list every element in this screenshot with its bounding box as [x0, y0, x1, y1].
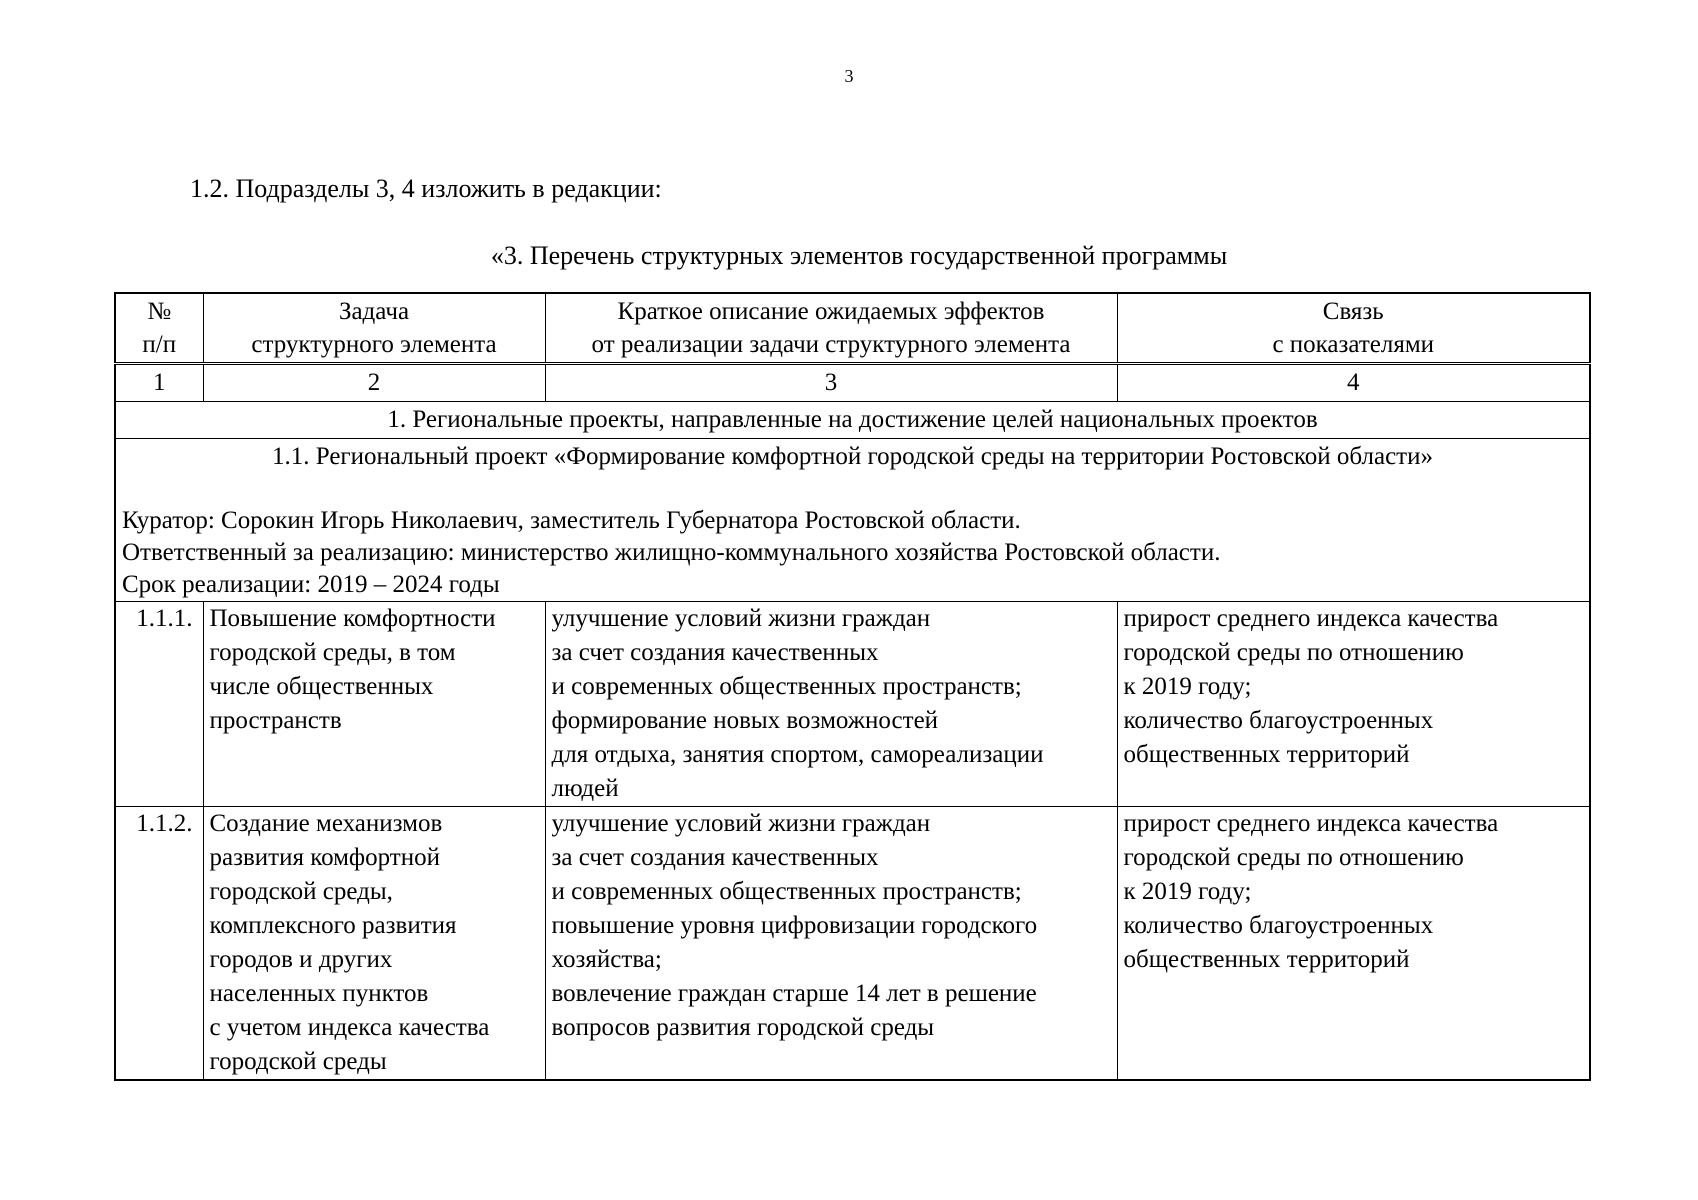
table-row — [115, 602, 1590, 807]
row-task-line: городской среды, в том — [209, 639, 456, 666]
header-indicators-line1: Связь — [1322, 298, 1384, 325]
row-task — [203, 807, 545, 1081]
header-task-cell — [203, 293, 545, 364]
header-number-cell — [115, 293, 203, 364]
row-effects-line: вовлечение граждан старше 14 лет в решение — [551, 980, 1037, 1007]
row-effects-line: повышение уровня цифровизации городского — [551, 912, 1038, 939]
column-number-2: 2 — [203, 364, 545, 402]
project-curator: Куратор: Сорокин Игорь Николаевич, заместитель Губернатора Ростовской области. — [122, 507, 1021, 534]
table-header-row — [115, 293, 1590, 364]
row-effects-line: улучшение условий жизни граждан — [551, 605, 931, 632]
project-title: 1.1. Региональный проект «Формирование комфортной городской среды на территории Ростовской области» — [272, 443, 1433, 470]
row-indicators-line: количество благоустроенных — [1123, 707, 1434, 734]
row-indicators-line: количество благоустроенных — [1123, 912, 1434, 939]
row-effects-line: за счет создания качественных — [551, 844, 879, 871]
project-cell — [115, 439, 1590, 602]
row-task-line: развития комфортной — [209, 844, 440, 871]
row-effects-line: для отдыха, занятия спортом, самореализации — [551, 741, 1044, 768]
project-term: Срок реализации: 2019 – 2024 годы — [122, 571, 500, 598]
column-number-1: 1 — [115, 364, 203, 402]
row-effects-line: улучшение условий жизни граждан — [551, 810, 931, 837]
row-effects — [545, 807, 1117, 1081]
row-indicators-line: общественных территорий — [1123, 741, 1410, 768]
row-effects — [545, 602, 1117, 807]
row-number: 1.1.2. — [115, 807, 203, 1081]
row-indicators-line: городской среды по отношению — [1123, 639, 1464, 666]
row-indicators — [1117, 807, 1590, 1081]
column-number-4: 4 — [1117, 364, 1590, 402]
row-task-line: городов и других — [209, 946, 393, 973]
header-indicators-line2: с показателями — [1272, 331, 1435, 358]
row-task-line: с учетом индекса качества — [209, 1014, 490, 1041]
row-task-line: пространств — [209, 707, 342, 734]
header-indicators-cell — [1117, 293, 1590, 364]
row-effects-line: людей — [551, 775, 619, 802]
section-row — [115, 402, 1590, 439]
header-task-line2: структурного элемента — [251, 331, 497, 358]
row-indicators-line: к 2019 году; — [1123, 673, 1252, 700]
structural-elements-table — [114, 292, 1591, 1081]
header-effects-line2: от реализации задачи структурного элемента — [591, 331, 1071, 358]
row-task-line: комплексного развития — [209, 912, 457, 939]
row-effects-line: за счет создания качественных — [551, 639, 879, 666]
header-task-line1: Задача — [338, 298, 410, 325]
section-title: «3. Перечень структурных элементов государственной программы — [490, 241, 1228, 270]
row-effects-line: и современных общественных пространств; — [551, 673, 1022, 700]
row-indicators — [1117, 602, 1590, 807]
row-effects-line: формирование новых возможностей — [551, 707, 939, 734]
row-effects-line: вопросов развития городской среды — [551, 1014, 935, 1041]
row-indicators-line: общественных территорий — [1123, 946, 1410, 973]
row-task-line: населенных пунктов — [209, 980, 429, 1007]
row-indicators-line: прирост среднего индекса качества — [1123, 810, 1499, 837]
row-task-line: числе общественных — [209, 673, 434, 700]
project-spacer — [122, 473, 1583, 505]
row-number: 1.1.1. — [115, 602, 203, 807]
table-row — [115, 807, 1590, 1081]
header-number-line2: п/п — [142, 331, 177, 358]
header-effects-line1: Краткое описание ожидаемых эффектов — [617, 298, 1045, 325]
project-responsible: Ответственный за реализацию: министерство жилищно-коммунального хозяйства Ростовской области. — [122, 539, 1221, 566]
intro-text: 1.2. Подразделы 3, 4 изложить в редакции: — [190, 174, 662, 203]
row-task — [203, 602, 545, 807]
row-effects-line: хозяйства; — [551, 946, 662, 973]
column-number-3: 3 — [545, 364, 1117, 402]
row-task-line: городской среды — [209, 1048, 387, 1075]
header-number-line1: № — [147, 298, 172, 325]
section-row-text: 1. Региональные проекты, направленные на достижение целей национальных проектов — [115, 402, 1590, 439]
column-numbers-row — [115, 364, 1590, 402]
row-indicators-line: к 2019 году; — [1123, 878, 1252, 905]
row-task-line: Повышение комфортности — [209, 605, 496, 632]
header-effects-cell — [545, 293, 1117, 364]
row-indicators-line: городской среды по отношению — [1123, 844, 1464, 871]
row-indicators-line: прирост среднего индекса качества — [1123, 605, 1499, 632]
row-task-line: Создание механизмов — [209, 810, 443, 837]
row-effects-line: и современных общественных пространств; — [551, 878, 1022, 905]
project-row — [115, 439, 1590, 602]
row-task-line: городской среды, — [209, 878, 393, 905]
page-number: 3 — [844, 66, 854, 86]
